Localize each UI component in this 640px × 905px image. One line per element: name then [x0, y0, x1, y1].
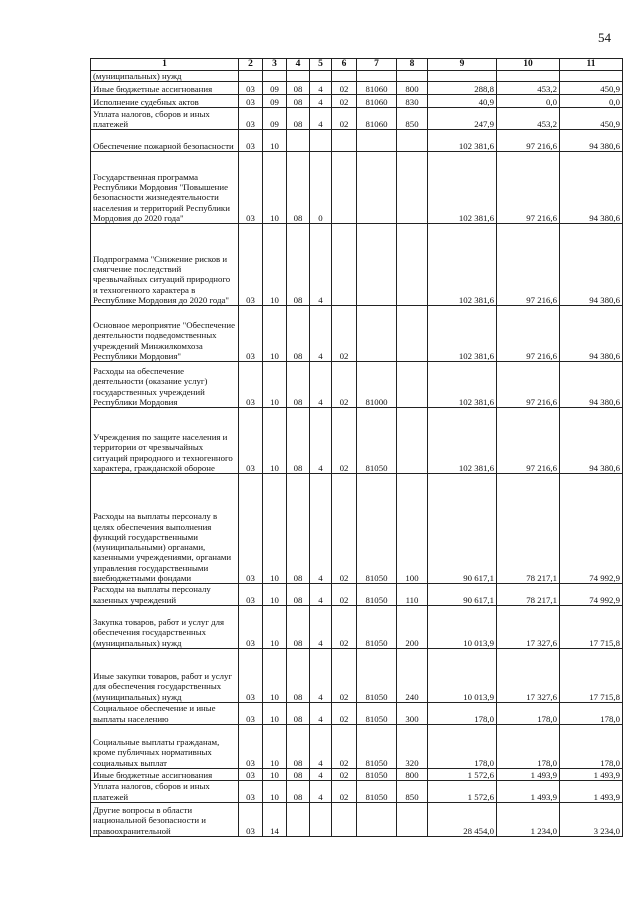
code-subsection: 09 [263, 82, 287, 95]
code-event: 02 [332, 724, 357, 768]
code-event [332, 224, 357, 306]
code-subsection: 10 [263, 780, 287, 802]
column-header: 3 [263, 59, 287, 71]
code-direction: 81050 [357, 648, 397, 702]
code-subprogram [310, 130, 332, 152]
code-subsection: 10 [263, 152, 287, 224]
amount-col-10: 97 216,6 [497, 224, 560, 306]
code-event: 02 [332, 82, 357, 95]
amount-col-9: 40,9 [428, 95, 497, 108]
code-direction: 81050 [357, 584, 397, 606]
code-subprogram: 4 [310, 95, 332, 108]
column-header: 9 [428, 59, 497, 71]
code-subprogram: 4 [310, 780, 332, 802]
code-program: 08 [287, 108, 310, 130]
code-section: 03 [239, 724, 263, 768]
amount-col-11: 94 380,6 [560, 224, 623, 306]
code-program [287, 802, 310, 836]
amount-col-9: 102 381,6 [428, 152, 497, 224]
amount-col-10: 78 217,1 [497, 584, 560, 606]
code-section: 03 [239, 306, 263, 362]
code-section: 03 [239, 474, 263, 584]
code-subsection [263, 71, 287, 82]
amount-col-11: 74 992,9 [560, 584, 623, 606]
code-direction [357, 152, 397, 224]
code-program: 08 [287, 152, 310, 224]
table-row [91, 584, 623, 606]
table-row [91, 152, 623, 224]
column-header: 6 [332, 59, 357, 71]
code-subsection: 10 [263, 702, 287, 724]
code-event [332, 130, 357, 152]
column-header: 8 [397, 59, 428, 71]
code-section: 03 [239, 130, 263, 152]
amount-col-9: 102 381,6 [428, 362, 497, 408]
code-subprogram: 4 [310, 768, 332, 780]
code-expense-type [397, 362, 428, 408]
code-direction: 81050 [357, 474, 397, 584]
code-event [332, 152, 357, 224]
row-name: Социальные выплаты гражданам, кроме публичных нормативных социальных выплат [91, 724, 239, 768]
code-expense-type [397, 802, 428, 836]
table-row [91, 605, 623, 648]
code-direction: 81050 [357, 605, 397, 648]
code-subsection: 10 [263, 724, 287, 768]
code-event: 02 [332, 780, 357, 802]
code-program: 08 [287, 768, 310, 780]
code-expense-type [397, 71, 428, 82]
page-number: 54 [598, 30, 611, 45]
code-section: 03 [239, 768, 263, 780]
code-expense-type: 100 [397, 474, 428, 584]
code-subprogram: 4 [310, 702, 332, 724]
table-row [91, 780, 623, 802]
column-header: 11 [560, 59, 623, 71]
code-direction: 81000 [357, 362, 397, 408]
code-subprogram: 4 [310, 474, 332, 584]
amount-col-10: 0,0 [497, 95, 560, 108]
amount-col-9: 247,9 [428, 108, 497, 130]
code-program: 08 [287, 584, 310, 606]
table-row [91, 702, 623, 724]
code-subprogram: 4 [310, 82, 332, 95]
code-program: 08 [287, 362, 310, 408]
table-row [91, 82, 623, 95]
row-name: Закупка товаров, работ и услуг для обеспечения государственных (муниципальных) нужд [91, 605, 239, 648]
code-section: 03 [239, 702, 263, 724]
code-program: 08 [287, 224, 310, 306]
amount-col-10: 78 217,1 [497, 474, 560, 584]
amount-col-10: 97 216,6 [497, 306, 560, 362]
row-name: Уплата налогов, сборов и иных платежей [91, 780, 239, 802]
code-direction [357, 130, 397, 152]
code-expense-type: 800 [397, 768, 428, 780]
code-event: 02 [332, 408, 357, 474]
code-event [332, 71, 357, 82]
amount-col-9: 178,0 [428, 724, 497, 768]
row-name: Уплата налогов, сборов и иных платежей [91, 108, 239, 130]
amount-col-9: 90 617,1 [428, 474, 497, 584]
code-direction [357, 224, 397, 306]
code-program: 08 [287, 306, 310, 362]
table-row [91, 724, 623, 768]
amount-col-9: 102 381,6 [428, 224, 497, 306]
amount-col-11: 450,9 [560, 82, 623, 95]
amount-col-11: 0,0 [560, 95, 623, 108]
code-program: 08 [287, 648, 310, 702]
code-subprogram: 4 [310, 408, 332, 474]
code-program: 08 [287, 702, 310, 724]
table-row [91, 362, 623, 408]
code-subprogram: 4 [310, 584, 332, 606]
amount-col-10 [497, 71, 560, 82]
amount-col-11: 17 715,8 [560, 605, 623, 648]
amount-col-10: 17 327,6 [497, 648, 560, 702]
code-subsection: 10 [263, 224, 287, 306]
amount-col-10: 1 493,9 [497, 780, 560, 802]
code-section: 03 [239, 802, 263, 836]
code-subsection: 09 [263, 95, 287, 108]
code-subsection: 10 [263, 362, 287, 408]
amount-col-11: 94 380,6 [560, 408, 623, 474]
code-event: 02 [332, 362, 357, 408]
table-row [91, 648, 623, 702]
code-direction: 81050 [357, 768, 397, 780]
amount-col-11: 1 493,9 [560, 780, 623, 802]
row-name: Расходы на обеспечение деятельности (оказание услуг) государственных учреждений Республики Мордовия [91, 362, 239, 408]
row-name: Исполнение судебных актов [91, 95, 239, 108]
code-expense-type [397, 152, 428, 224]
code-event: 02 [332, 702, 357, 724]
amount-col-11: 3 234,0 [560, 802, 623, 836]
row-name: Расходы на выплаты персоналу казенных учреждений [91, 584, 239, 606]
row-name: Расходы на выплаты персоналу в целях обеспечения выполнения функций государственными (муниципальными) органами, казенными учреждениями, органами управления государственными внебюджетными фондами [91, 474, 239, 584]
code-subsection: 10 [263, 474, 287, 584]
code-subprogram [310, 802, 332, 836]
code-subprogram: 4 [310, 224, 332, 306]
code-subprogram: 4 [310, 306, 332, 362]
code-program [287, 130, 310, 152]
row-name: Государственная программа Республики Мордовия "Повышение безопасности жизнедеятельности населения и территорий Республики Мордовия до 2020 года" [91, 152, 239, 224]
table-row [91, 306, 623, 362]
code-section: 03 [239, 108, 263, 130]
code-event: 02 [332, 306, 357, 362]
amount-col-11: 178,0 [560, 702, 623, 724]
code-section: 03 [239, 584, 263, 606]
code-direction [357, 306, 397, 362]
amount-col-11: 74 992,9 [560, 474, 623, 584]
code-subsection: 10 [263, 605, 287, 648]
amount-col-10: 178,0 [497, 724, 560, 768]
amount-col-10: 178,0 [497, 702, 560, 724]
amount-col-11: 94 380,6 [560, 306, 623, 362]
amount-col-10: 97 216,6 [497, 152, 560, 224]
amount-col-10: 1 493,9 [497, 768, 560, 780]
code-program: 08 [287, 95, 310, 108]
amount-col-11: 17 715,8 [560, 648, 623, 702]
code-section: 03 [239, 152, 263, 224]
amount-col-9: 288,8 [428, 82, 497, 95]
row-name: Обеспечение пожарной безопасности [91, 130, 239, 152]
code-subprogram: 4 [310, 362, 332, 408]
row-name: Иные бюджетные ассигнования [91, 82, 239, 95]
code-expense-type: 320 [397, 724, 428, 768]
amount-col-11: 94 380,6 [560, 130, 623, 152]
code-event: 02 [332, 474, 357, 584]
code-subsection: 10 [263, 306, 287, 362]
amount-col-11: 178,0 [560, 724, 623, 768]
column-header: 2 [239, 59, 263, 71]
row-name: Социальное обеспечение и иные выплаты населению [91, 702, 239, 724]
amount-col-9: 102 381,6 [428, 408, 497, 474]
code-event: 02 [332, 108, 357, 130]
code-event: 02 [332, 648, 357, 702]
amount-col-9 [428, 71, 497, 82]
code-program: 08 [287, 82, 310, 95]
amount-col-9: 10 013,9 [428, 648, 497, 702]
code-program: 08 [287, 408, 310, 474]
row-name: Иные закупки товаров, работ и услуг для обеспечения государственных (муниципальных) нужд [91, 648, 239, 702]
amount-col-9: 10 013,9 [428, 605, 497, 648]
table-row [91, 108, 623, 130]
amount-col-11: 450,9 [560, 108, 623, 130]
code-section: 03 [239, 408, 263, 474]
code-expense-type [397, 408, 428, 474]
budget-table [90, 58, 623, 837]
column-header: 4 [287, 59, 310, 71]
code-event: 02 [332, 605, 357, 648]
code-program: 08 [287, 605, 310, 648]
table-body [91, 71, 623, 837]
table-row [91, 408, 623, 474]
amount-col-9: 102 381,6 [428, 130, 497, 152]
row-name: Основное мероприятие "Обеспечение деятельности подведомственных учреждений Минжилкомхоза Республики Мордовия" [91, 306, 239, 362]
code-section: 03 [239, 780, 263, 802]
row-name: Иные бюджетные ассигнования [91, 768, 239, 780]
code-expense-type: 850 [397, 108, 428, 130]
amount-col-11: 94 380,6 [560, 152, 623, 224]
amount-col-10: 97 216,6 [497, 362, 560, 408]
code-expense-type: 200 [397, 605, 428, 648]
code-subprogram [310, 71, 332, 82]
code-section: 03 [239, 605, 263, 648]
amount-col-11: 94 380,6 [560, 362, 623, 408]
code-subprogram: 4 [310, 724, 332, 768]
column-header: 5 [310, 59, 332, 71]
code-expense-type: 240 [397, 648, 428, 702]
code-direction: 81050 [357, 724, 397, 768]
table-row [91, 768, 623, 780]
code-subprogram: 4 [310, 108, 332, 130]
code-event: 02 [332, 768, 357, 780]
amount-col-10: 453,2 [497, 108, 560, 130]
amount-col-9: 1 572,6 [428, 768, 497, 780]
amount-col-9: 1 572,6 [428, 780, 497, 802]
table-row [91, 474, 623, 584]
row-name: Учреждения по защите населения и территории от чрезвычайных ситуаций природного и техногенного характера, гражданской обороне [91, 408, 239, 474]
code-program: 08 [287, 780, 310, 802]
code-event [332, 802, 357, 836]
row-name: Подпрограмма "Снижение рисков и смягчение последствий чрезвычайных ситуаций природного и техногенного характера в Республике Мордовия до 2020 года" [91, 224, 239, 306]
code-section: 03 [239, 224, 263, 306]
code-subsection: 10 [263, 130, 287, 152]
code-subsection: 10 [263, 648, 287, 702]
code-subsection: 10 [263, 584, 287, 606]
code-event: 02 [332, 584, 357, 606]
code-expense-type: 830 [397, 95, 428, 108]
code-direction: 81060 [357, 95, 397, 108]
code-expense-type [397, 306, 428, 362]
code-direction: 81060 [357, 82, 397, 95]
amount-col-10: 97 216,6 [497, 130, 560, 152]
code-expense-type: 300 [397, 702, 428, 724]
code-subsection: 10 [263, 768, 287, 780]
code-expense-type: 850 [397, 780, 428, 802]
code-subprogram: 4 [310, 605, 332, 648]
table-row [91, 95, 623, 108]
amount-col-9: 102 381,6 [428, 306, 497, 362]
amount-col-10: 453,2 [497, 82, 560, 95]
amount-col-11: 1 493,9 [560, 768, 623, 780]
row-name: (муниципальных) нужд [91, 71, 239, 82]
amount-col-9: 28 454,0 [428, 802, 497, 836]
code-direction: 81050 [357, 408, 397, 474]
column-header: 1 [91, 59, 239, 71]
code-subprogram: 0 [310, 152, 332, 224]
code-section [239, 71, 263, 82]
amount-col-9: 90 617,1 [428, 584, 497, 606]
amount-col-10: 17 327,6 [497, 605, 560, 648]
code-subprogram: 4 [310, 648, 332, 702]
code-expense-type: 800 [397, 82, 428, 95]
row-name: Другие вопросы в области национальной безопасности и правоохранительной [91, 802, 239, 836]
code-direction: 81050 [357, 780, 397, 802]
code-section: 03 [239, 95, 263, 108]
amount-col-9: 178,0 [428, 702, 497, 724]
code-section: 03 [239, 648, 263, 702]
code-subsection: 09 [263, 108, 287, 130]
column-header: 10 [497, 59, 560, 71]
code-direction: 81050 [357, 702, 397, 724]
code-event: 02 [332, 95, 357, 108]
table-row [91, 130, 623, 152]
code-direction: 81060 [357, 108, 397, 130]
code-program [287, 71, 310, 82]
code-subsection: 10 [263, 408, 287, 474]
code-section: 03 [239, 82, 263, 95]
code-program: 08 [287, 724, 310, 768]
amount-col-10: 1 234,0 [497, 802, 560, 836]
table-row [91, 802, 623, 836]
amount-col-11 [560, 71, 623, 82]
code-direction [357, 802, 397, 836]
code-expense-type: 110 [397, 584, 428, 606]
table-row [91, 224, 623, 306]
table-header-row [91, 59, 623, 71]
amount-col-10: 97 216,6 [497, 408, 560, 474]
column-header: 7 [357, 59, 397, 71]
table-row [91, 71, 623, 82]
code-section: 03 [239, 362, 263, 408]
code-subsection: 14 [263, 802, 287, 836]
code-expense-type [397, 224, 428, 306]
code-expense-type [397, 130, 428, 152]
code-direction [357, 71, 397, 82]
code-program: 08 [287, 474, 310, 584]
